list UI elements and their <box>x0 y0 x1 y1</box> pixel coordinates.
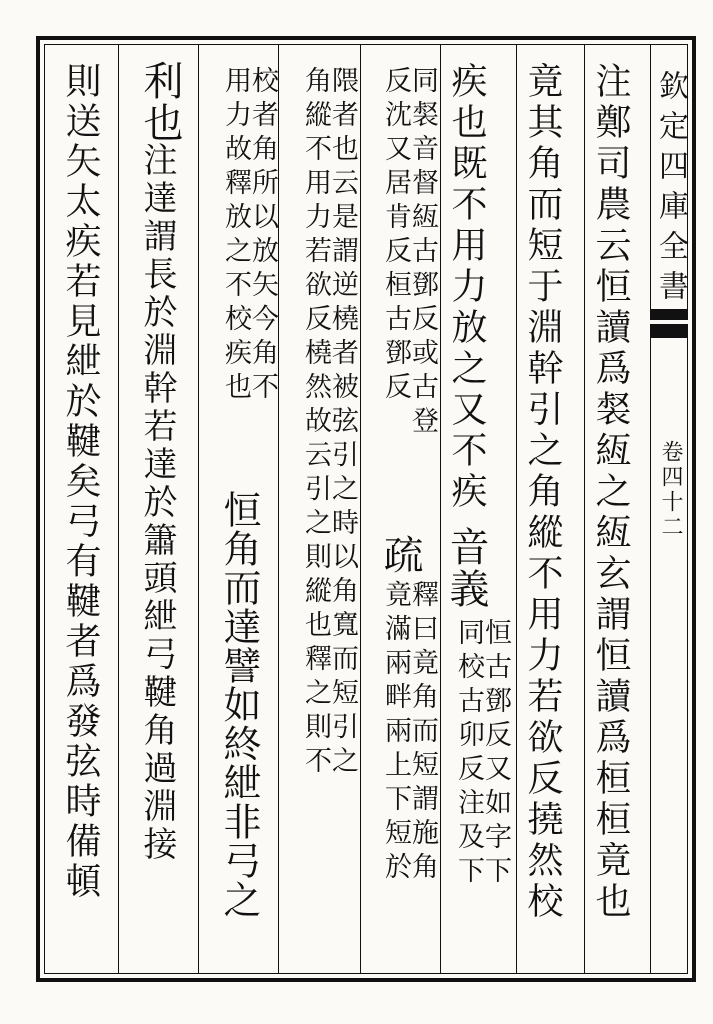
column-rule <box>584 44 585 974</box>
annotation-line: 竟滿兩畔兩上下短於 <box>380 580 411 886</box>
text-column: 則送矢太疾若見紲於鞬矣弓有鞬者爲發弦時備頓 <box>60 62 101 902</box>
text-column: 注鄭司農云恒讀爲裻絚之絚玄謂恒讀爲桓桓竟也 <box>590 62 631 923</box>
column-rule <box>278 44 279 974</box>
text-column: 注達謂長於淵幹若達於簫頭紲弓鞬角過淵接 <box>137 142 177 864</box>
annotation-line: 校者角所以放矢今角不 <box>247 66 278 406</box>
fishtail-ornament <box>650 310 688 338</box>
text-column: 竟其角而短于淵幹引之角縱不用力若欲反撓然校 <box>522 62 563 923</box>
shu-marker: 疏 <box>377 534 423 576</box>
double-line-annotation <box>362 66 436 440</box>
double-line-annotation <box>282 66 356 780</box>
column-rule <box>198 44 199 974</box>
annotation-line: 反沈又居肯反桓古鄧反 <box>380 66 411 406</box>
text-column: 疾也既不用力放之又不疾 <box>446 62 487 513</box>
column-rule <box>360 44 361 974</box>
book-title: 欽定四庫全書 <box>653 70 688 310</box>
volume-label: 卷四十二 <box>658 440 683 540</box>
text-column: 恒角而達譬如終紲非弓之 <box>217 490 261 919</box>
double-line-annotation <box>202 66 276 406</box>
annotation-line: 隈者也云是謂逆橈者被弦引之時以角寬而短引之 <box>327 66 358 780</box>
annotation-line: 釋曰竟角而短謂施角 <box>407 580 438 886</box>
double-line-annotation <box>362 580 436 886</box>
double-line-annotation <box>445 618 509 890</box>
column-rule <box>440 44 441 974</box>
column-rule <box>118 44 119 974</box>
annotation-line: 恒古鄧反又如字下 <box>480 618 511 890</box>
annotation-line: 同裻音督絚古鄧反或古登 <box>407 66 438 440</box>
text-column: 利也 <box>137 60 183 144</box>
column-rule <box>516 44 517 974</box>
annotation-line: 同校古卯反注及下 <box>453 618 484 890</box>
annotation-line: 用力故釋放之不校疾也 <box>220 66 251 406</box>
annotation-line: 角縱不用力若欲反橈然故云引之則縱也釋之則不 <box>300 66 331 780</box>
yinyi-marker: 音義 <box>443 526 489 610</box>
